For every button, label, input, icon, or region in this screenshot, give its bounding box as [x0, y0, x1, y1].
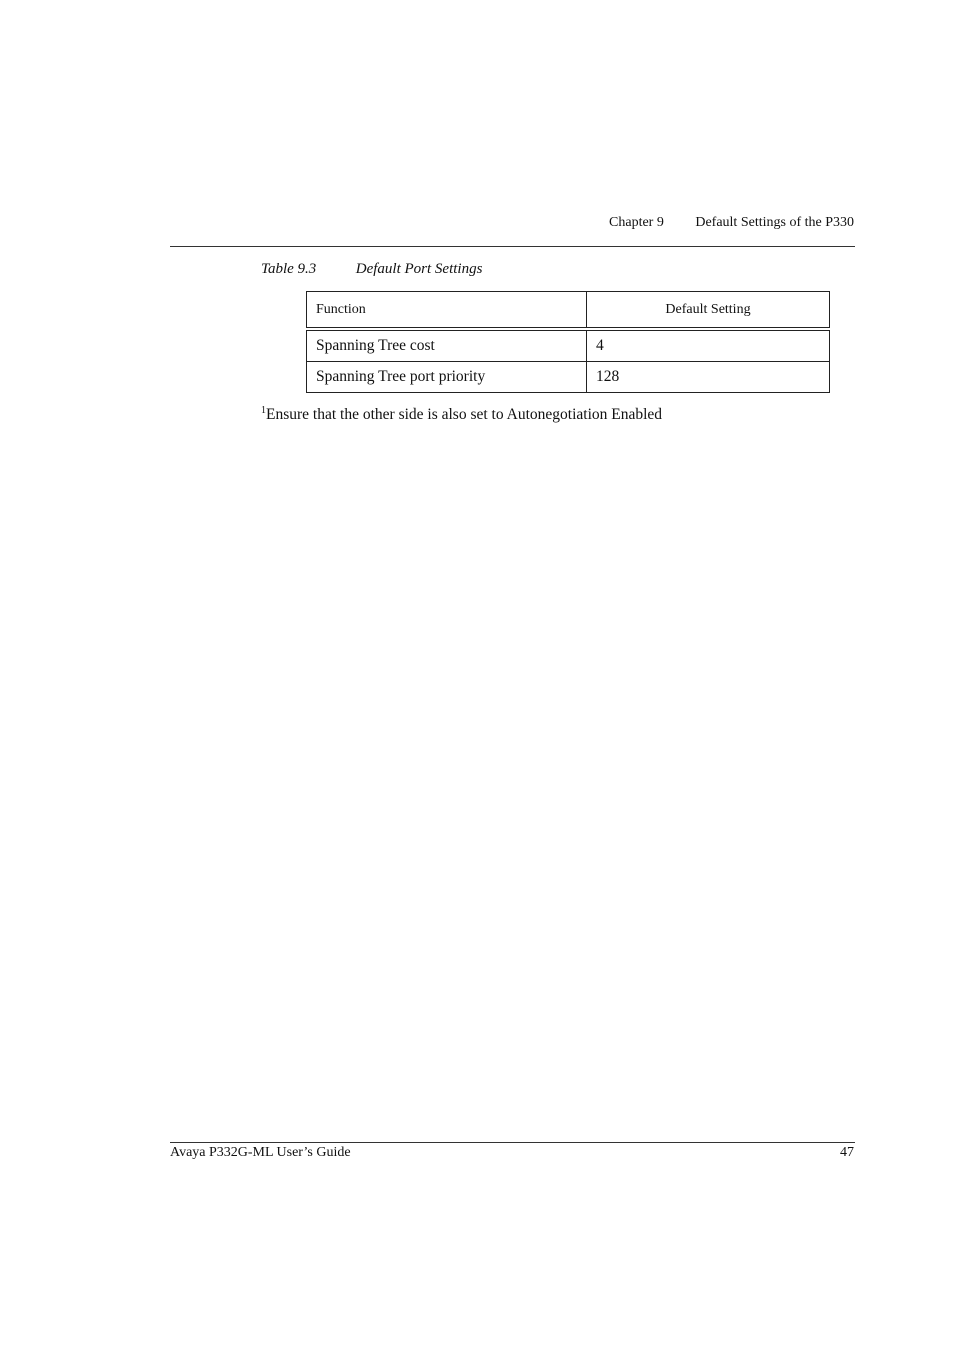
footnote-text: Ensure that the other side is also set to Autonegotiation Enabled: [266, 406, 663, 423]
column-header-default-setting: Default Setting: [587, 292, 830, 330]
table-cell-function: Spanning Tree port priority: [307, 362, 587, 393]
table-caption-number: Table 9.3: [261, 261, 317, 277]
default-port-settings-table: [306, 291, 830, 393]
page-number: 47: [840, 1145, 854, 1160]
section-title: Default Settings of the P330: [695, 215, 854, 230]
table-row: [307, 362, 830, 393]
table-caption: [261, 261, 482, 278]
chapter-label: Chapter 9: [609, 215, 664, 230]
table-caption-title: Default Port Settings: [355, 261, 483, 277]
table-cell-function: Spanning Tree cost: [307, 329, 587, 362]
column-header-function: Function: [307, 292, 587, 330]
running-header: [609, 215, 854, 231]
footer-title: Avaya P332G-ML User’s Guide: [170, 1145, 351, 1160]
header-rule: [170, 246, 855, 247]
table-row: [307, 329, 830, 362]
footer-rule: [170, 1142, 855, 1143]
footnote-marker: 1: [261, 405, 266, 416]
table-header-row: [307, 292, 830, 330]
table-cell-default-setting: 128: [587, 362, 830, 393]
footnote: [261, 405, 662, 424]
table-cell-default-setting: 4: [587, 329, 830, 362]
